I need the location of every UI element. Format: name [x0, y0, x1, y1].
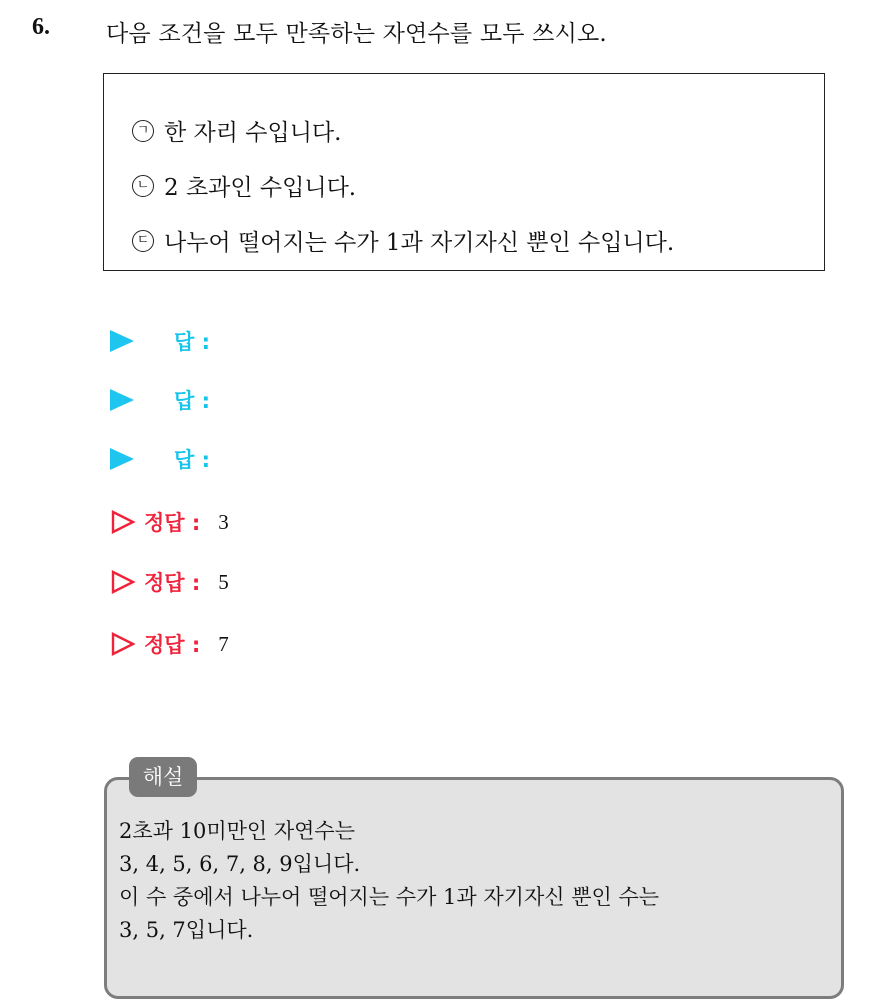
solution-label: 정답 : [144, 571, 201, 595]
filled-triangle-icon [110, 389, 134, 411]
explanation-text [119, 815, 829, 947]
outline-triangle-icon [110, 509, 136, 535]
solution-value: 3 [218, 509, 229, 534]
explanation-line: 3, 4, 5, 6, 7, 8, 9입니다. [119, 852, 361, 876]
explanation-line: 이 수 중에서 나누어 떨어지는 수가 1과 자기자신 뿐인 수는 [119, 885, 660, 909]
solution-value: 7 [218, 631, 229, 656]
condition-item [132, 224, 674, 257]
explanation-line: 3, 5, 7입니다. [119, 918, 254, 942]
condition-text: 2 초과인 수입니다. [164, 175, 357, 201]
answer-field[interactable] [110, 384, 210, 416]
solution-row [110, 628, 229, 660]
outline-triangle-icon [110, 631, 136, 657]
condition-item [132, 169, 356, 202]
answer-field[interactable] [110, 443, 210, 475]
condition-item [132, 114, 341, 147]
explanation-line: 2초과 10미만인 자연수는 [119, 819, 356, 843]
solution-value: 5 [218, 569, 229, 594]
answer-label: 답 : [174, 389, 210, 413]
question-text: 다음 조건을 모두 만족하는 자연수를 모두 쓰시오. [106, 21, 607, 47]
circled-marker: ㄴ [132, 175, 154, 197]
filled-triangle-icon [110, 330, 134, 352]
explanation-tab: 해설 [129, 757, 197, 797]
solution-row [110, 506, 229, 538]
solution-row [110, 566, 229, 598]
answer-label: 답 : [174, 448, 210, 472]
circled-marker: ㄱ [132, 120, 154, 142]
question-number: 6. [32, 14, 50, 40]
filled-triangle-icon [110, 448, 134, 470]
solution-label: 정답 : [144, 633, 201, 657]
circled-marker: ㄷ [132, 230, 154, 252]
condition-text: 나누어 떨어지는 수가 1과 자기자신 뿐인 수입니다. [164, 230, 675, 256]
answer-field[interactable] [110, 325, 210, 357]
outline-triangle-icon [110, 569, 136, 595]
condition-text: 한 자리 수입니다. [164, 120, 342, 146]
solution-label: 정답 : [144, 511, 201, 535]
answer-label: 답 : [174, 330, 210, 354]
conditions-box [103, 73, 825, 271]
